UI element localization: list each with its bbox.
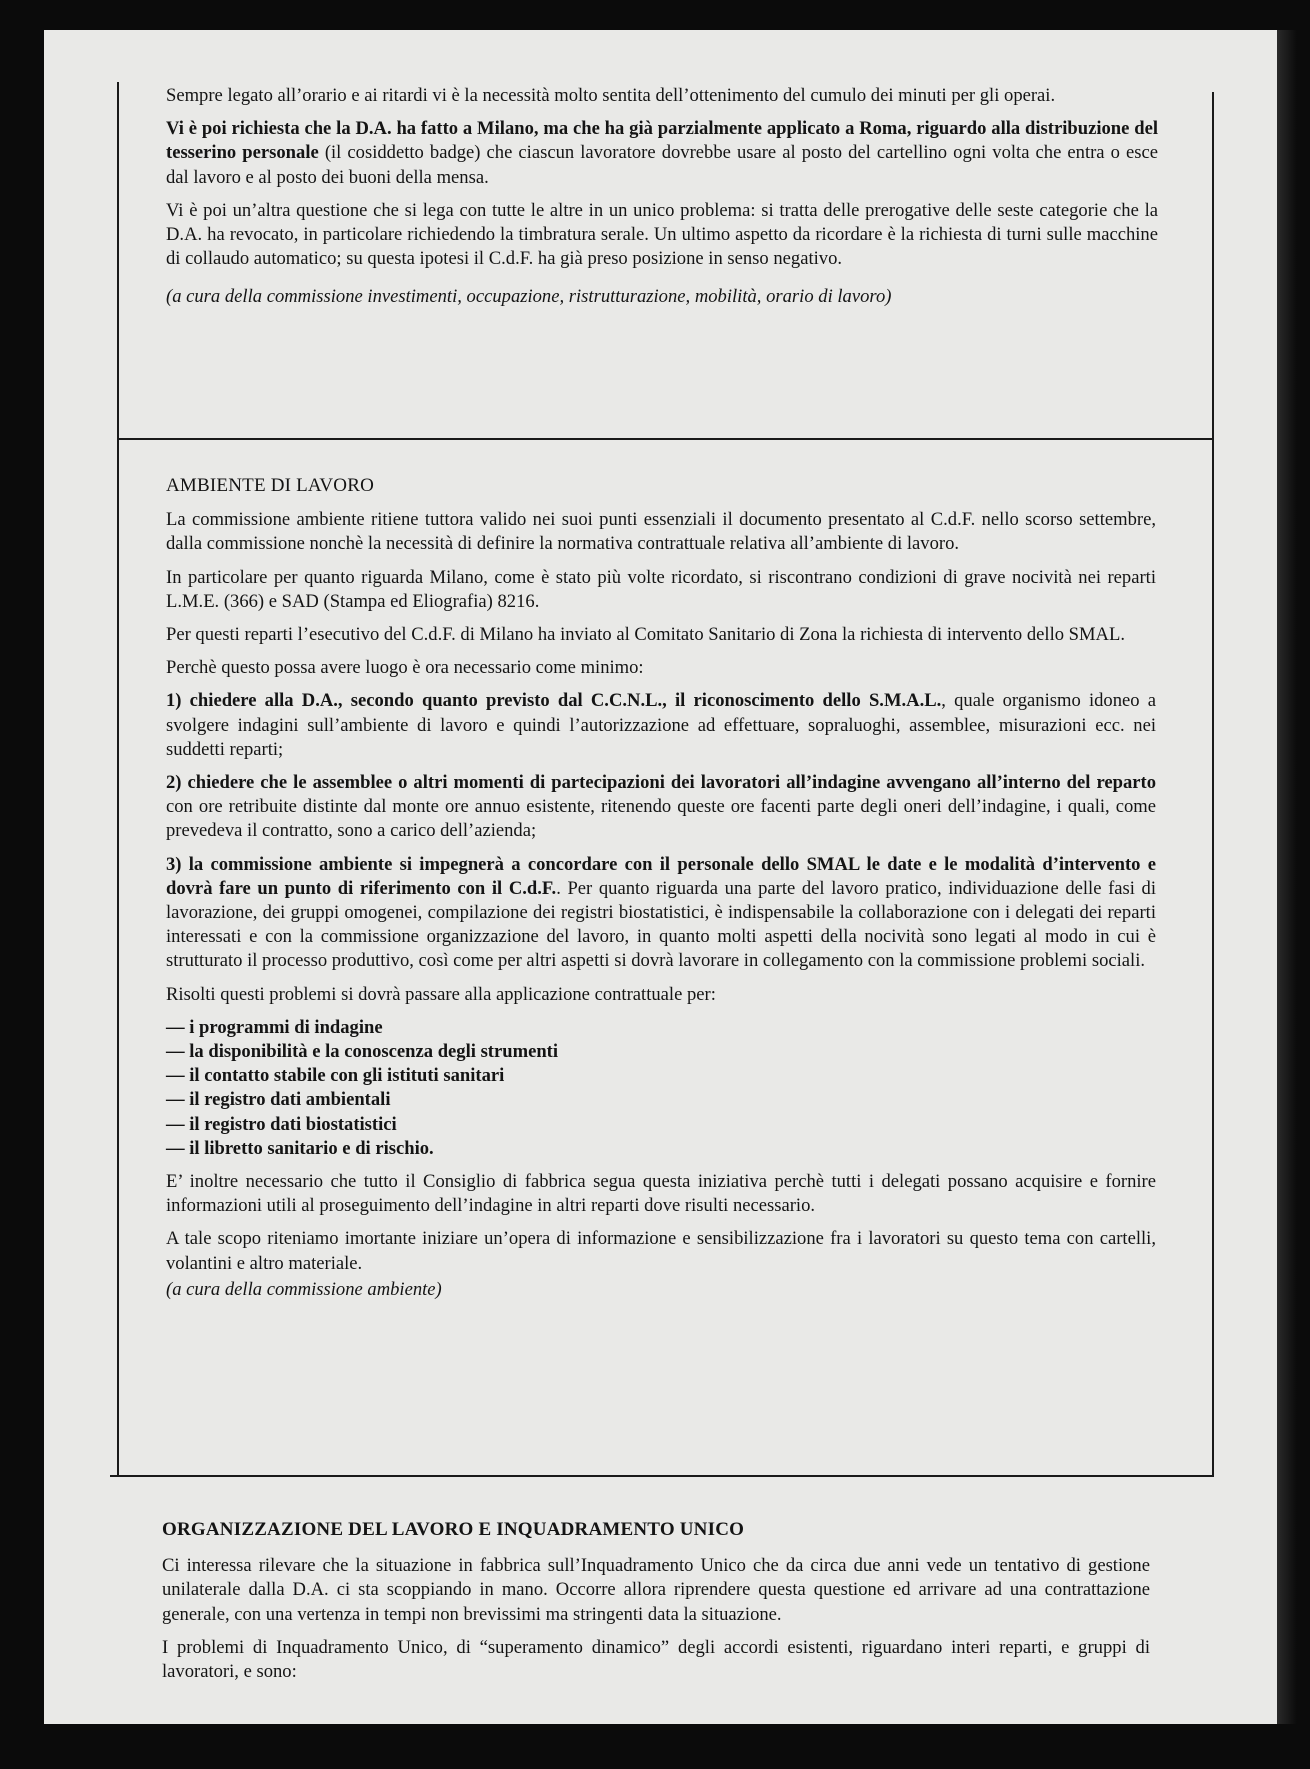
section-title: ORGANIZZAZIONE DEL LAVORO E INQUADRAMENTO UNICO — [162, 1519, 745, 1540]
paragraph: A tale scopo riteniamo imortante iniziare un’opera di informazione e sensibilizzazione fra i lavoratori su questo tema con cartelli, volantini e altro materiale. — [166, 1228, 1156, 1274]
paragraph: In particolare per quanto riguarda Milano, come è stato più volte ricordato, si riscontrano condizioni di grave nocività nei reparti L.M.E. (366) e SAD (Stampa ed Eliografia) 8216. — [166, 566, 1156, 612]
paragraph: La commissione ambiente ritiene tuttora valido nei suoi punti essenziali il documento presentato al C.d.F. nello scorso settembre, dalla commissione nonchè la necessità di definire la normativa contrattuale relativa all’ambiente di lavoro. — [166, 509, 1156, 555]
bold-text: 1) chiedere alla D.A., secondo quanto previsto dal C.C.N.L., il riconoscimento dello S.M.A.L. — [166, 690, 942, 712]
paragraph: Perchè questo possa avere luogo è ora necessario come minimo: — [166, 657, 644, 679]
dash-list-item: — il registro dati biostatistici — [166, 1113, 397, 1135]
section-orario — [166, 84, 1158, 319]
paragraph: Sempre legato all’orario e ai ritardi vi è la necessità molto sentita dell’ottenimento del cumulo dei minuti per gli operai. — [166, 85, 1056, 106]
dash-list-item: — il contatto stabile con gli istituti sanitari — [166, 1065, 505, 1087]
section-ambiente — [166, 474, 1156, 1311]
paragraph: Ci interessa rilevare che la situazione in fabbrica sull’Inquadramento Unico che da circa due anni vede un tentativo di gestione unilaterale dalla D.A. ci sta scoppiando in mano. Occorre allora riprendere questa questione ed arrivare ad una contrattazione generale, con una vertenza in tempi non brevissimi ma stringenti data la situazione. — [162, 1555, 1150, 1625]
dash-list-item: — la disponibilità e la conoscenza degli strumenti — [166, 1041, 559, 1063]
dash-list — [166, 1016, 1156, 1161]
bold-text: 2) chiedere che le assemblee o altri momenti di partecipazioni dei lavoratori all’indagine avvengano all’interno del reparto — [166, 772, 1156, 794]
dash-list-item: — i programmi di indagine — [166, 1016, 383, 1038]
list-item-3 — [166, 853, 1156, 974]
text: , quale organismo idoneo a svolgere indagini sull’ambiente di lavoro e quindi l’autorizzazione ad effettuare, sopraluoghi, assemblee, misurazioni ecc. nei suddetti reparti; — [166, 690, 1156, 760]
paragraph: Risolti questi problemi si dovrà passare alla applicazione contrattuale per: — [166, 983, 716, 1005]
section-credit: (a cura della commissione investimenti, occupazione, ristrutturazione, mobilità, orario di lavoro) — [166, 286, 892, 308]
bold-text: Vi è poi richiesta che la D.A. ha fatto a Milano, ma che ha già parzialmente applicato a Roma, riguardo alla distribuzione del tesserino personale — [166, 118, 1158, 164]
section-credit: (a cura della commissione ambiente) — [166, 1278, 442, 1300]
text: . Per quanto riguarda una parte del lavoro pratico, individuazione delle fasi di lavorazione, dei gruppi omogenei, compilazione dei registri biostatistici, è indispensabile la collaborazione con i delegati dei reparti interessati e con la commissione organizzazione del lavoro, in quanto molti aspetti della nocività sono legati al modo in cui è strutturato il processo produttivo, così come per altri aspetti si dovrà lavorare in collegamento con la commissione problemi sociali. — [166, 877, 1156, 972]
frame-left-line — [117, 82, 119, 1477]
text: con ore retribuite distinte dal monte ore annuo esistente, ritenendo queste ore facenti parte degli oneri dell’indagine, i quali, come prevedeva il contratto, sono a carico dell’azienda; — [166, 796, 1156, 842]
paragraph-badge — [166, 117, 1158, 190]
section-divider-1 — [117, 438, 1214, 440]
paragraph: Per questi reparti l’esecutivo del C.d.F. di Milano ha inviato al Comitato Sanitario di Zona la richiesta di intervento dello SMAL. — [166, 624, 1125, 646]
section-title: AMBIENTE DI LAVORO — [166, 475, 375, 496]
page-edge-shadow — [1277, 30, 1310, 1724]
dash-list-item: — il libretto sanitario e di rischio. — [166, 1137, 434, 1159]
section-divider-2 — [110, 1475, 1214, 1477]
dash-list-item: — il registro dati ambientali — [166, 1089, 391, 1111]
list-item-1 — [166, 689, 1156, 762]
list-item-2 — [166, 771, 1156, 844]
section-organizzazione — [162, 1518, 1150, 1693]
text: (il cosiddetto badge) che ciascun lavoratore dovrebbe usare al posto del cartellino ogni volta che entra o esce dal lavoro e al posto dei buoni della mensa. — [166, 142, 1158, 188]
paragraph: I problemi di Inquadramento Unico, di “superamento dinamico” degli accordi esistenti, riguardano interi reparti, e gruppi di lavoratori, e sono: — [162, 1636, 1150, 1683]
frame-right-line — [1212, 92, 1214, 1477]
paragraph: Vi è poi un’altra questione che si lega con tutte le altre in un unico problema: si tratta delle prerogative delle seste categorie che la D.A. ha revocato, in particolare richiedendo la timbratura serale. Un ultimo aspetto da ricordare è la richiesta di turni sulle macchine di collaudo automatico; su questa ipotesi il C.d.F. ha già preso posizione in senso negativo. — [166, 199, 1158, 270]
bold-text: 3) la commissione ambiente si impegnerà a concordare con il personale dello SMAL le date e le modalità d’intervento e dovrà fare un punto di riferimento con il C.d.F. — [166, 853, 1156, 899]
paragraph: E’ inoltre necessario che tutto il Consiglio di fabbrica segua questa iniziativa perchè tutti i delegati possano acquisire e fornire informazioni utili al proseguimento dell’indagine in altri reparti dove risulti necessario. — [166, 1171, 1156, 1217]
